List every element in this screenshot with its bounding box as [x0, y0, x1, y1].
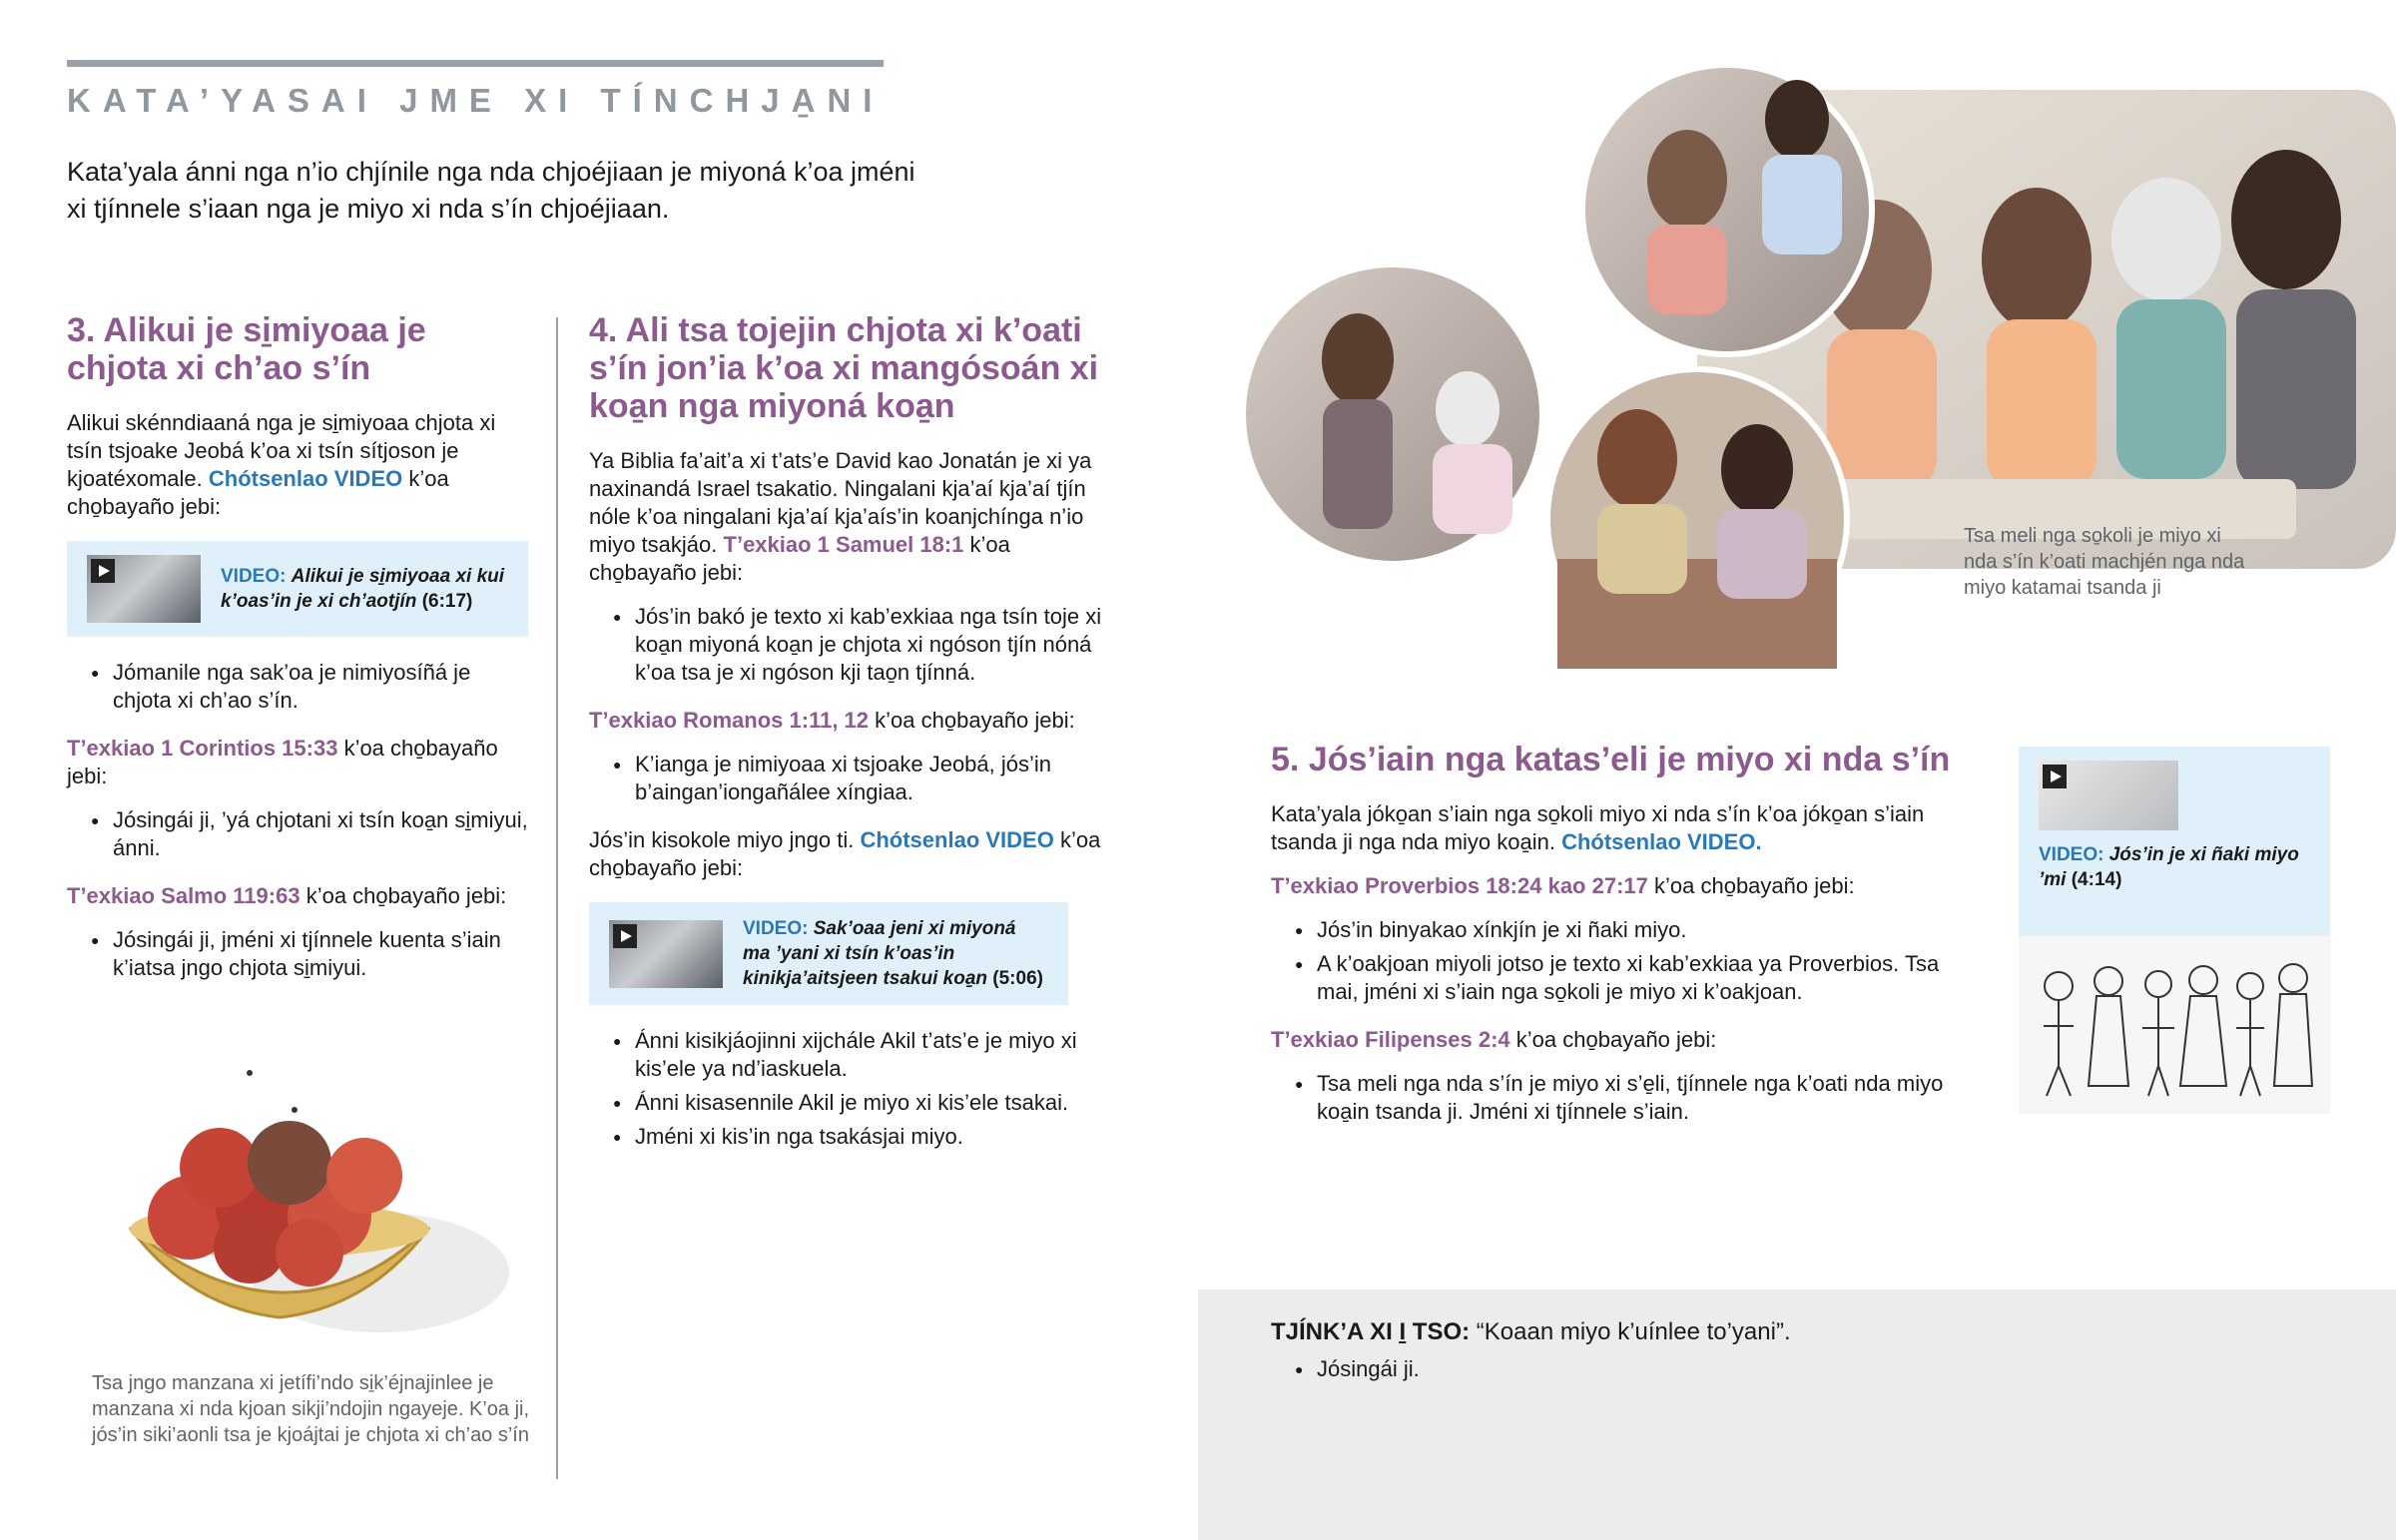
- section-3-paragraph: Alikui skénndiaaná nga je si̱miyoaa chjota xi tsín tsjoake Jeobá k’oa xi tsín sítjoson je kjoatéxomale. Chótsenlao VIDEO k’oa cho̱bayaño jebi:: [67, 410, 496, 519]
- scripture-reference[interactable]: T’exkiao Proverbios 18:24 kao 27:17: [1271, 873, 1648, 898]
- tip-label: TJÍNK’A XI I̱ TSO:: [1271, 1318, 1471, 1345]
- video-thumbnail[interactable]: [609, 920, 723, 988]
- section-4: [589, 311, 1108, 1171]
- list-item: ● Ánni kisasennile Akil je miyo xi kis’ele tsakai.: [589, 1089, 1108, 1117]
- watch-video-link[interactable]: Chótsenlao VIDEO: [208, 466, 403, 491]
- discussion-list: [1271, 1070, 1970, 1126]
- scripture-prompt: T’exkiao Filipenses 2:4 k’oa cho̱bayaño jebi:: [1271, 1027, 1717, 1052]
- video-card-bad-friends[interactable]: VIDEO: Alikui je si̱miyoaa xi kui k’oas’in je xi ch’aotjín (6:17): [67, 541, 528, 637]
- list-item: ● Jósingái ji.: [1271, 1355, 2319, 1383]
- lesson-intro: Kata’yala ánni nga n’io chjínile nga nda chjoéjiaan je miyoná k’oa jméni xi tjínnele s’iaan nga je miyo xi nda s’ín chjoéjiaan.: [67, 157, 915, 224]
- discussion-list: [67, 659, 528, 715]
- list-item: ● Ánni kisikjáojinni xijchále Akil t’ats’e je miyo xi kis’ele ya nd’iaskuela.: [589, 1027, 1108, 1083]
- discussion-list: [589, 603, 1108, 687]
- friends-photo-caption: Tsa meli nga so̱koli je miyo xi nda s’ín k’oati machjén nga nda miyo katamai tsanda ji: [1964, 525, 2245, 599]
- section-4-title: 4. Ali tsa tojejin chjota xi k’oati s’ín jon’ia k’oa xi mangósoán xi koa̱n nga miyoná koa̱n: [589, 311, 1099, 425]
- discussion-list: [589, 1027, 1108, 1151]
- list-item: ● Jósingái ji, ’yá chjotani xi tsín koa̱n si̱miyui, ánni.: [67, 806, 528, 862]
- list-item: ● Jméni xi kis’in nga tsakásjai miyo.: [589, 1123, 1108, 1151]
- scripture-reference[interactable]: T’exkiao Filipenses 2:4: [1271, 1027, 1510, 1052]
- scripture-reference[interactable]: T’exkiao Romanos 1:11, 12: [589, 708, 870, 733]
- scripture-reference[interactable]: T’exkiao 1 Samuel 18:1: [723, 532, 964, 557]
- header-rule: [67, 60, 884, 67]
- video-card-true-friend[interactable]: VIDEO: Jós’in je xi ñaki miyo ’mi (4:14): [2019, 747, 2330, 1114]
- section-5-paragraph: Kata’yala jóko̱an s’iain nga so̱koli miyo xi nda s’ín k’oa jóko̱an s’iain tsanda ji nga nda miyo koa̱in. Chótsenlao VIDEO.: [1271, 801, 1925, 854]
- list-item: ● A k’oakjoan miyoli jotso je texto xi kab’exkiaa ya Proverbios. Tsa mai, jméni xi s’iain nga so̱koli je miyo xi k’oakjoan.: [1271, 950, 1970, 1006]
- scripture-prompt: T’exkiao Proverbios 18:24 kao 27:17 k’oa cho̱bayaño jebi:: [1271, 873, 1855, 898]
- column-divider: [556, 317, 558, 1479]
- video-thumbnail[interactable]: [87, 555, 201, 623]
- list-item: ● Jósingái ji, jméni xi tjínnele kuenta s’iain k’iatsa jngo chjota si̱miyui.: [67, 926, 528, 982]
- play-icon[interactable]: [91, 559, 115, 583]
- discussion-list: [67, 926, 528, 982]
- discussion-list: [589, 751, 1108, 806]
- discussion-list: [67, 806, 528, 862]
- video-card-friendship[interactable]: VIDEO: Sak’oaa jeni xi miyoná ma ’yani xi tsín k’oas’in kinikja’aitsjeen tsakui koa̱n (5:06): [589, 902, 1068, 1005]
- people-sketch-illustration: [2019, 936, 2330, 1114]
- scripture-prompt: T’exkiao 1 Corintios 15:33 k’oa cho̱bayaño jebi:: [67, 736, 498, 788]
- lesson-kicker: KATA’YASAI JME XI TÍNCHJA̱NI: [67, 82, 885, 119]
- list-item: ● Jómanile nga sak’oa je nimiyosíñá je chjota xi ch’ao s’ín.: [67, 659, 528, 715]
- watch-video-link[interactable]: Chótsenlao VIDEO: [860, 827, 1054, 852]
- tip-list: [1271, 1355, 2319, 1383]
- watch-video-link[interactable]: Chótsenlao VIDEO.: [1561, 829, 1762, 854]
- list-item: ● Jós’in bakó je texto xi kab’exkiaa nga tsín toje xi koa̱n miyoná koa̱n je chjota xi ngóson tjín nóná k’oa tsa je xi ngóson kji tao̱n tjínná.: [589, 603, 1108, 687]
- video-thumbnail[interactable]: [2039, 761, 2178, 830]
- tip-content: [1271, 1315, 2319, 1403]
- scripture-reference[interactable]: T’exkiao Salmo 119:63: [67, 883, 300, 908]
- section-5-title: 5. Jós’iain nga katas’eli je miyo xi nda s’ín: [1271, 741, 1951, 778]
- apple-bowl-illustration: [110, 1058, 519, 1357]
- section-3-title: 3. Alikui je si̱miyoaa je chjota xi ch’ao s’ín: [67, 311, 426, 387]
- list-item: ● Jós’in binyakao xínkjín je xi ñaki miyo.: [1271, 916, 1970, 944]
- apple-caption: Tsa jngo manzana xi jetífi’ndo si̱k’éjnajinlee je manzana xi nda kjoan sikji’ndojin ngayeje. K’oa ji, jós’in siki’aonli tsa je kjoájtai je chjota xi ch’ao s’ín: [92, 1372, 530, 1446]
- list-item: ● Tsa meli nga nda s’ín je miyo xi s’e̱li, tjínnele nga k’oati nda miyo koa̱in tsanda ji. Jméni xi tjínnele s’iain.: [1271, 1070, 1970, 1126]
- play-icon[interactable]: [2043, 765, 2067, 788]
- scripture-prompt: T’exkiao Romanos 1:11, 12 k’oa cho̱bayaño jebi:: [589, 708, 1075, 733]
- section-3: [67, 311, 528, 1002]
- section-4-paragraph: Ya Biblia fa’ait’a xi t’ats’e David kao Jonatán je xi ya naxinandá Israel tsakatio. Ningalani kja’aí kja’aí tjín nóle k’oa ningalani kja’aí kja’aís’in koanjchínga n’io miyo tsakjáo. T’exkiao 1 Samuel 18:1 k’oa cho̱bayaño jebi:: [589, 448, 1092, 585]
- discussion-list: [1271, 916, 1970, 1006]
- scripture-prompt: T’exkiao Salmo 119:63 k’oa cho̱bayaño jebi:: [67, 883, 507, 908]
- play-icon[interactable]: [613, 924, 637, 948]
- tip-quote: “Koaan miyo k’uínlee to’yani”.: [1476, 1318, 1791, 1345]
- scripture-reference[interactable]: T’exkiao 1 Corintios 15:33: [67, 736, 338, 761]
- section-5: [1271, 741, 1970, 1146]
- list-item: ● K’ianga je nimiyoaa xi tsjoake Jeobá, jós’in b’aingan’iongañálee xíngiaa.: [589, 751, 1108, 806]
- section-4-paragraph-2: Jós’in kisokole miyo jngo ti. Chótsenlao VIDEO k’oa cho̱bayaño jebi:: [589, 827, 1101, 880]
